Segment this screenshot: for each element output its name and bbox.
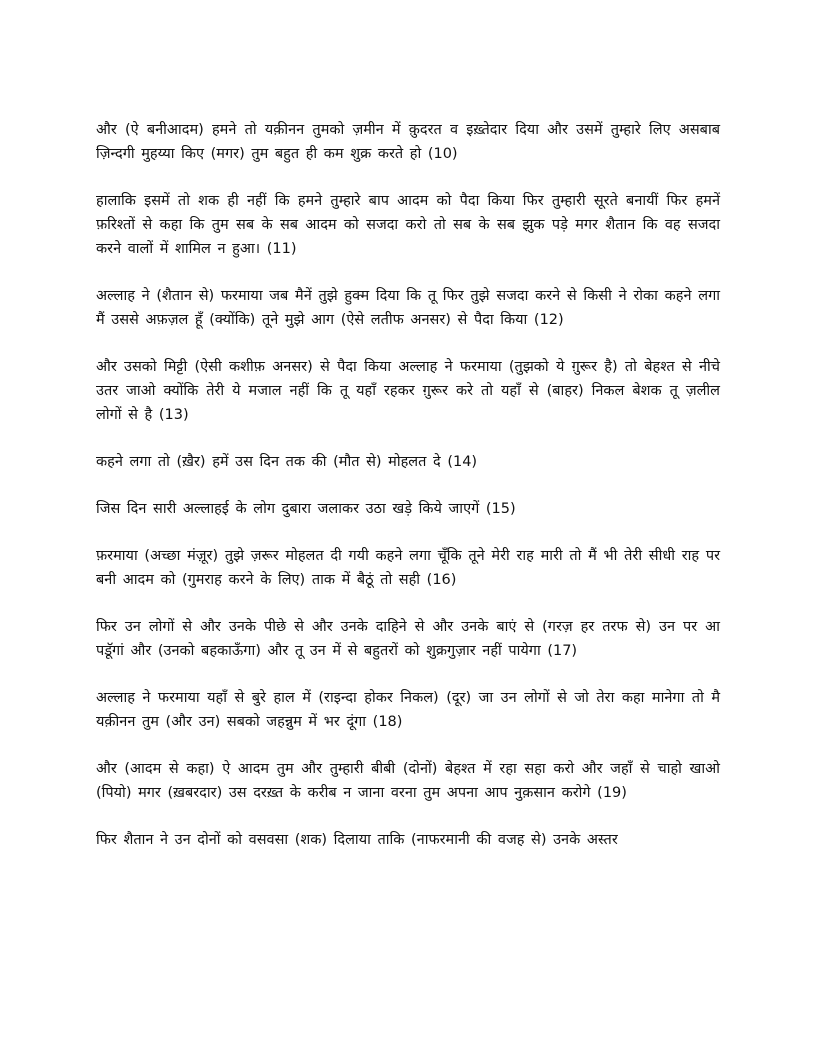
paragraph-verse-15: जिस दिन सारी अल्लाहई के लोग दुबारा जलाकर उठा खड़े किये जाएगें (15) — [96, 501, 516, 517]
paragraph-verse-10: और (ऐ बनीआदम) हमने तो यक़ीनन तुमको ज़मीन में क़ुदरत व इख़्तेदार दिया और उसमें तुम्हारे लिए असबाब ज़िन्दगी मुहय्या किए (मगर) तुम बहुत ही कम शुक्र करते हो (10) — [96, 122, 720, 162]
paragraph-verse-12: अल्लाह ने (शैतान से) फरमाया जब मैनें तुझे हुक्म दिया कि तू फिर तुझे सजदा करने से किसी ने रोका कहने लगा मैं उससे अफ़ज़ल हूँ (क्योंकि) तूने मुझे आग (ऐसे लतीफ अनसर) से पैदा किया (12) — [96, 288, 720, 328]
paragraph-verse-20-partial: फिर शैतान ने उन दोनों को वसवसा (शक) दिलाया ताकि (नाफरमानी की वजह से) उनके अस्तर — [96, 832, 618, 848]
paragraph-verse-17: फिर उन लोगों से और उनके पीछे से और उनके दाहिने से और उनके बाएं से (गरज़ हर तरफ से) उन पर आ पडॅूगां और (उनको बहकाऊँगा) और तू उन में से बहुतरों को शुक्रगुज़ार नहीं पायेगा (17) — [96, 619, 720, 659]
paragraph-verse-19: और (आदम से कहा) ऐ आदम तुम और तुम्हारी बीबी (दोनों) बेहश्त में रहा सहा करो और जहाँ से चाहो खाओ (पियो) मगर (ख़बरदार) उस दरख़्त के करीब न जाना वरना तुम अपना आप नुक़सान करोगे (19) — [96, 761, 720, 801]
document-body — [96, 118, 720, 875]
paragraph-verse-18: अल्लाह ने फरमाया यहाँ से बुरे हाल में (राइन्दा होकर निकल) (दूर) जा उन लोगों से जो तेरा कहा मानेगा तो मै यक़ीनन तुम (और उन) सबको जहन्नुम में भर दूंगा (18) — [96, 690, 720, 730]
paragraph-verse-13: और उसको मिट्टी (ऐसी कशीफ़ अनसर) से पैदा किया अल्लाह ने फरमाया (तुझको ये ग़ुरूर है) तो बेहश्त से नीचे उतर जाओ क्योंकि तेरी ये मजाल नहीं कि तू यहाँ रहकर ग़ुरूर करे तो यहाँ से (बाहर) निकल बेशक तू ज़लील लोगों से है (13) — [96, 359, 720, 423]
paragraph-verse-14: कहने लगा तो (ख़ैर) हमें उस दिन तक की (मौत से) मोहलत दे (14) — [96, 454, 478, 470]
paragraph-verse-11: हालाकि इसमें तो शक ही नहीं कि हमने तुम्हारे बाप आदम को पैदा किया फिर तुम्हारी सूरते बनायीं फिर हमनें फ़रिश्तों से कहा कि तुम सब के सब आदम को सजदा करो तो सब के सब झुक पड़े मगर शैतान कि वह सजदा करने वालों में शामिल न हुआ। (11) — [96, 193, 720, 257]
paragraph-verse-16: फ़रमाया (अच्छा मंज़ूर) तुझे ज़रूर मोहलत दी गयी कहने लगा चूँकि तूने मेरी राह मारी तो मैं भी तेरी सीधी राह पर बनी आदम को (गुमराह करने के लिए) ताक में बैठूं तो सही (16) — [96, 548, 720, 588]
